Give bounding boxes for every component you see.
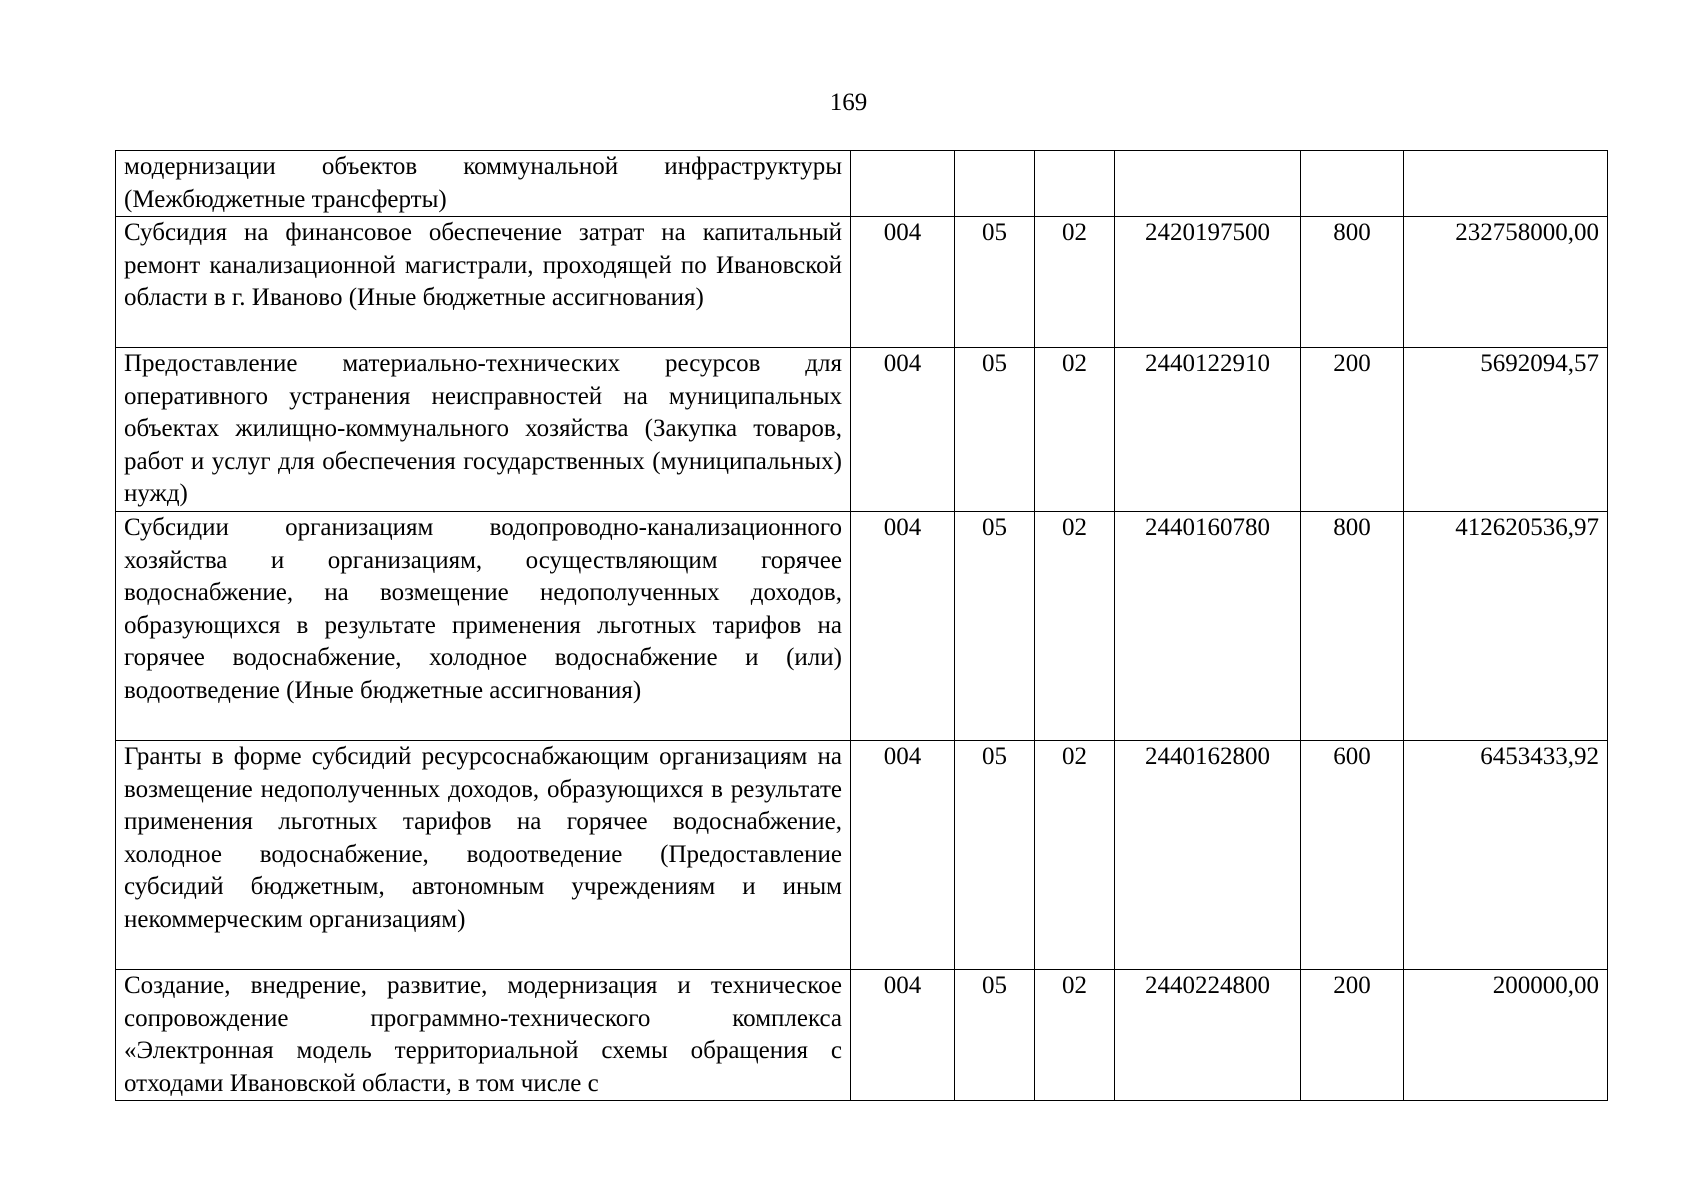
row-description: Субсидии организациям водопроводно-канализационного хозяйства и организациям, осуществляющим горячее водоснабжение, на возмещение недополученных доходов, образующихся в результате применения льготных тарифов на горячее водоснабжение, холодное водоснабжение и (или) водоотведение (Иные бюджетные ассигнования) [116, 512, 851, 741]
row-description: Гранты в форме субсидий ресурсоснабжающим организациям на возмещение недополученных доходов, образующихся в результате применения льготных тарифов на горячее водоснабжение, холодное водоснабжение, водоотведение (Предоставление субсидий бюджетным, автономным учреждениям и иным некоммерческим организациям) [116, 741, 851, 970]
target-article-code: 2440162800 [1115, 741, 1301, 970]
expense-type-code: 200 [1301, 348, 1404, 512]
section-code [955, 151, 1035, 217]
table-row [116, 970, 1608, 1101]
amount-value: 412620536,97 [1404, 512, 1608, 741]
section-code: 05 [955, 348, 1035, 512]
target-article-code: 2440160780 [1115, 512, 1301, 741]
target-article-code: 2440224800 [1115, 970, 1301, 1101]
amount-value: 6453433,92 [1404, 741, 1608, 970]
section-code: 05 [955, 970, 1035, 1101]
expense-type-code [1301, 151, 1404, 217]
expense-type-code: 600 [1301, 741, 1404, 970]
table-row [116, 512, 1608, 741]
subsection-code: 02 [1035, 741, 1115, 970]
target-article-code [1115, 151, 1301, 217]
row-description: Субсидия на финансовое обеспечение затрат на капитальный ремонт канализационной магистрали, проходящей по Ивановской области в г. Иваново (Иные бюджетные ассигнования) [116, 217, 851, 348]
row-description: Создание, внедрение, развитие, модернизация и техническое сопровождение программно-технического комплекса «Электронная модель территориальной схемы обращения с отходами Ивановской области, в том числе с [116, 970, 851, 1101]
ministry-code: 004 [851, 512, 955, 741]
subsection-code: 02 [1035, 348, 1115, 512]
table-row [116, 348, 1608, 512]
section-code: 05 [955, 217, 1035, 348]
ministry-code: 004 [851, 970, 955, 1101]
target-article-code: 2420197500 [1115, 217, 1301, 348]
row-description: Предоставление материально-технических ресурсов для оперативного устранения неисправностей на муниципальных объектах жилищно-коммунального хозяйства (Закупка товаров, работ и услуг для обеспечения государственных (муниципальных) нужд) [116, 348, 851, 512]
amount-value: 200000,00 [1404, 970, 1608, 1101]
subsection-code [1035, 151, 1115, 217]
table-row [116, 741, 1608, 970]
expense-type-code: 800 [1301, 217, 1404, 348]
subsection-code: 02 [1035, 970, 1115, 1101]
ministry-code: 004 [851, 741, 955, 970]
ministry-code [851, 151, 955, 217]
section-code: 05 [955, 741, 1035, 970]
section-code: 05 [955, 512, 1035, 741]
ministry-code: 004 [851, 217, 955, 348]
row-description: модернизации объектов коммунальной инфраструктуры (Межбюджетные трансферты) [116, 151, 851, 217]
amount-value: 5692094,57 [1404, 348, 1608, 512]
page-number: 169 [829, 89, 868, 116]
subsection-code: 02 [1035, 217, 1115, 348]
expense-type-code: 800 [1301, 512, 1404, 741]
table-row [116, 217, 1608, 348]
amount-value [1404, 151, 1608, 217]
target-article-code: 2440122910 [1115, 348, 1301, 512]
amount-value: 232758000,00 [1404, 217, 1608, 348]
table-row [116, 151, 1608, 217]
budget-table [115, 150, 1608, 1101]
expense-type-code: 200 [1301, 970, 1404, 1101]
ministry-code: 004 [851, 348, 955, 512]
subsection-code: 02 [1035, 512, 1115, 741]
